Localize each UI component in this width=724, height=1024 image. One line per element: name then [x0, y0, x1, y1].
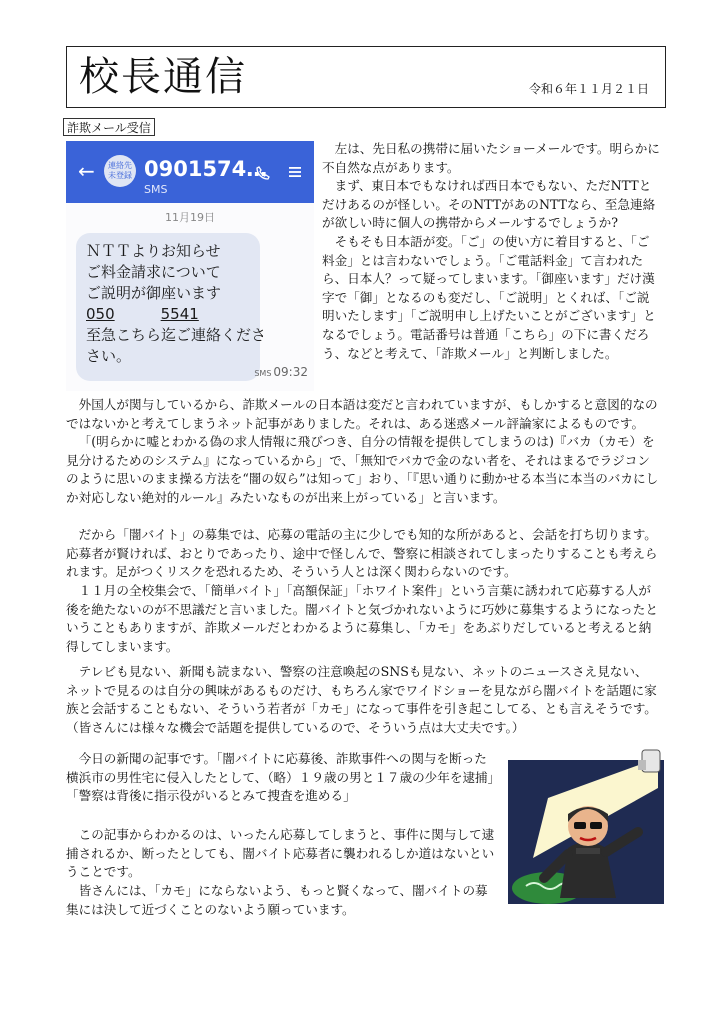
phone-part1: 050: [86, 305, 115, 323]
message-date: 11月19日: [165, 211, 215, 224]
paragraph: １１月の全校集会で、「簡単バイト」「高額保証」「ホワイト案件」という言葉に誘われて応募する人が後を絶たないのが不思議だと言いました。闇バイトと気づかれないように巧妙に募集するようになったということもありますが、詐欺メールだとわかるように募集し、「カモ」をあぶりだしていると考えると納得してしまいます。: [66, 583, 658, 654]
paragraph: 左は、先日私の携帯に届いたショーメールです。明らかに不自然な点があります。: [322, 141, 660, 175]
message-line: ＮＴＴよりお知らせ: [86, 242, 221, 260]
menu-icon: [288, 165, 302, 179]
avatar-line2: 未登録: [108, 171, 132, 180]
issue-date: 令和６年１１月２１日: [528, 82, 649, 96]
message-line: さい。: [86, 347, 132, 365]
message-line: ご料金請求について: [86, 263, 221, 281]
paragraph: だから「闇バイト」の募集では、応募の電話の主に少しでも知的な所があると、会話を打ち切ります。応募者が賢ければ、おとりであったり、途中で怪しんで、警察に相談されてしまったりすることも考えられます。足がつくリスクを恐れるため、そういう人とは深く関わらないのです。: [66, 527, 658, 580]
page-title: 校長通信: [79, 54, 247, 100]
back-arrow-icon: ←: [78, 159, 95, 183]
paragraph: 皆さんには、「カモ」にならないよう、もっと賢くなって、闇バイトの募集には決して近づくことのないよう願っています。: [66, 883, 488, 917]
time-prefix: SMS: [254, 369, 272, 378]
message-time: [254, 365, 308, 379]
paragraph: 今日の新聞の記事です。「闇バイトに応募後、詐欺事件への関与を断った横浜市の男性宅に侵入したとして、（略）１９歳の男と１７歳の少年を逮捕」「警察は背後に指示役がいるとみて捜査を進める」: [66, 751, 494, 804]
paragraph: この記事からわかるのは、いったん応募してしまうと、事件に関与して逮捕されるか、断ったとしても、闇バイト応募者に襲われるしか道はないということです。: [66, 827, 495, 880]
paragraph: まず、東日本でもなければ西日本でもない、ただNTTとだけあるのが怪しい。そのNTTがあのNTTなら、至急連絡が欲しい時に個人の携帯からメールするでしょうか?: [322, 178, 656, 231]
call-icon: [256, 166, 270, 180]
avatar-line1: 連絡先: [108, 161, 132, 170]
header-box: [66, 46, 666, 108]
message-line: ご説明が御座います: [86, 284, 222, 302]
sms-screenshot: [66, 141, 314, 391]
phone-part2: 5541: [160, 305, 199, 323]
thief-illustration: [508, 748, 664, 904]
sender-number: 0901574…: [144, 157, 268, 181]
paragraph: 「(明らかに嘘とわかる偽の求人情報に飛びつき、自分の情報を提供してしまうのは)『バカ（カモ）を見分けるためのシステム』になっているから」で、「無知でバカで金のない者を、それはまるでラジコンのように思いのまま操る方法を“闇の奴ら”は知って」おり、「『思い通りに動かせる本当に本当のバカにしか対応しない絶対的ルール』みたいなものが出来上がっている」と言います。: [66, 434, 659, 505]
avatar: [104, 155, 136, 187]
paragraph: テレビも見ない、新聞も読まない、警察の注意喚起のSNSも見ない、ネットのニュースさえ見ない、ネットで見るのは自分の興味があるものだけ、もちろん家でワイドショーを見ながら闇バイトを話題に家族と会話することもない、そういう若者が「カモ」になって事件を引き起こしてる、とも言えそうです。（皆さんには様々な機会で話題を提供しているので、そういう点は大丈夫です。）: [66, 664, 657, 735]
sms-header-bar: [66, 141, 314, 203]
message-phone-number: [86, 304, 250, 325]
message-line: 至急こちら迄ご連絡くださ: [86, 326, 267, 344]
sender-type: SMS: [144, 183, 168, 196]
paragraph: 外国人が関与しているから、詐欺メールの日本語は変だと言われていますが、もしかすると意図的なのではないかと考えてしまうネット記事がありました。それは、ある迷惑メール評論家によるものです。: [66, 397, 658, 431]
section-label: 詐欺メール受信: [63, 118, 155, 136]
time-value: 09:32: [273, 365, 308, 379]
paragraph: そもそも日本語が変。「ご」の使い方に着目すると、「ご料金」とは言わないでしょう。「ご電話料金」て言われたら、日本人？って疑ってしまいます。「御座います」だけ漢字で「御」となるのも変だし、「ご説明」とくれば、「ご説明いたします」「ご説明申し上げたいことがございます」となるでしょう。電話番号は普通「こちら」の下に書くだろう、などと考えて、「詐欺メール」と判断しました。: [322, 234, 656, 361]
